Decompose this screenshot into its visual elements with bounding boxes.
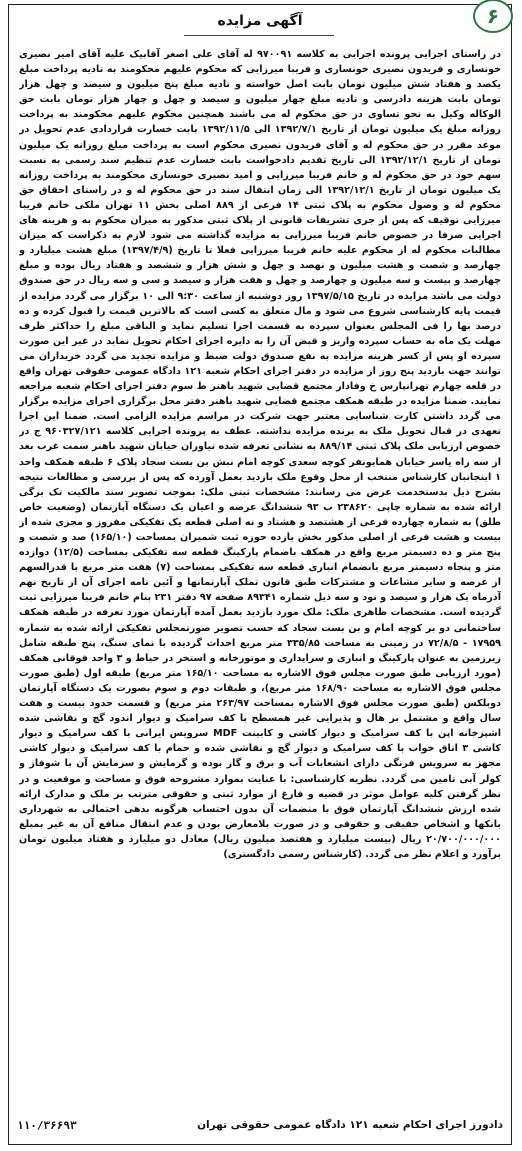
reference-number: ۱۱۰/۳۶۶۹۳: [17, 1118, 77, 1132]
notice-body: در راستای اجرایی پرونده اجرایی به کلاسه ۹۷۰۰۹۱ له آقای علی اصغر آقابیک علیه آقای امیر نصیری خونساری و فریدون نصیری خونساری و فریبا میرزایی که محکوم علیهم محکومند به تادیه پرداخت مبلغ یکصد و هفتاد شش میلیون تومان بابت اصل خواسته و تادیه مبلغ پنج میلیون و سیصد و چهل هزار تومان بابت هزینه دادرسی و تادیه مبلغ چهار میلیون و سیصد و چهل و چهار هزار تومان بابت حق الوکاله وکیل به نحو تساوی در حق محکوم له می باشند همچنین محکوم علیهم محکومند به پرداخت روزانه مبلغ یک میلیون تومان از تاریخ ۱۳۹۲/۷/۱ الی ۱۳۹۲/۱۱/۵ بابت خسارت قراردادی عدم تحویل در موعد مقرر در حق محکوم له و آقای فریدون نصیری محکوم است به پرداخت مبلغ روزانه یک میلیون تومان از تاریخ ۱۳۹۲/۱۲/۱ الی تاریخ تقدیم دادخواست بابت خسارت عدم تنظیم سند رسمی به نسبت سهم خود در حق محکوم له و خانم فریبا میرزایی و امید نصیری خونساری محکومند به پرداخت روزانه یک میلیون تومان از تاریخ ۱۳۹۲/۱۲/۱ الی زمان انتقال سند در حق محکوم له و در راستای احقاق حق محکوم له و وصول محکوم به پلاک ثبتی ۱۴ فرعی از ۸۸۹ اصلی بخش ۱۱ تهران ملکی خانم فریبا میرزایی توقیف که پس از جری تشریفات قانونی از پلاک ثبتی مذکور به میزان محکوم به و هزینه های اجرایی صرفا در خصوص خانم فریبا میرزایی به مزایده گذاشته می شود لازم به ذکراست که میزان مطالبات محکوم له از محکوم علیه خانم فریبا میرزایی فعلا تا تاریخ (۱۳۹۷/۴/۹) مبلغ هشت میلیارد و چهارصد و شصت و هشت میلیون و نهصد و چهل و شش هزار و ششصد و هفتاد ریال بوده و مبلغ چهارصد و بیست و سه میلیون و چهارصد و چهل و هفت هزار و سیصد و سی و سه ریال در حق صندوق دولت می باشد مزایده در تاریخ ۱۳۹۷/۵/۱۵ روز دوشنبه از ساعت ۹:۳۰ الی ۱۰ برگزار می گردد مزایده از قیمت پایه کارشناسی شروع می شود و مال متعلق به کسی است که بالاترین قیمت را قبول کرده و ده درصد بها را فی المجلس بعنوان سپرده به قسمت اجرا تسلیم نماید و الباقی مبلغ را حداکثر ظرف مهلت یک ماه به حساب سپرده واریز و قبض آن را به دایره اجرای احکام تحویل نماید در غیر این صورت سپرده او پس از کسر هزینه مزایده به نفع صندوق دولت ضبط و مزایده تجدید می گردد خریداران می توانند جهت بازدید پنج روز از مزایده در دفتر اجرای احکام شعبه ۱۲۱ دادگاه عمومی حقوقی تهران واقع در قلعه چهارم تهرانپارس خ وفادار مجتمع قضایی شهید باهنر ط سوم دفتر اجرای احکام شعبه مراجعه نمایند. ضمنا مزایده در طبقه همکف مجتمع قضایی شهید باهنر دفتر محل برگزاری اجرای مزایده برگزار می گردد داشتن کارت شناسایی معتبر جهت شرکت در مراسم مزایده الزامی است. ضمنا این اجرا تعهدی در قبال تحویل ملک به برنده مزایده نداشته. عطف به پرونده اجرایی کلاسه ۹۶۰۳۲۷/۱۲۱ ج در خصوص ارزیابی ملک پلاک ثبتی ۸۸۹/۱۴ به نشانی تعرفه شده نیاوران خیابان شهید باهنر سمت غرب بعد از سه راه یاسر خیابان همایونفر کوچه سعدی کوچه امام نبش بن بست سجاد پلاک ۶ طبقه همکف واحد ۱ اینجانبان کارشناس منتخب از محل وقوع ملک بازدید بعمل آورده که پس از بررسی و مطالعات نتیجه بشرح ذیل بدستخدمت عرض می رسانند: مشخصات ثبتی ملک: بموجب تصویر سند مالکیت تک برگی ارائه شده به شماره چاپی ۲۳۸۶۲۰ ب ۹۳ ششدانگ عرصه و اعیان یک دستگاه آپارتمان (وضعیت خاص طلق) به شماره چهارده فرعی از هشتصد و هشتاد و نه اصلی قطعه یک تفکیکی مفروز و مجزی شده از بیست و هشت فرعی از اصلی مذکور بخش یازده حوزه ثبت شمیران بمساحت (۱۶۵/۱۰) صد و شصت و پنج متر و ده دسیمتر مربع واقع در همکف باضمام پارکینگ قطعه سه تفکیکی بمساحت (۱۲/۵) دوازده متر و پنجاه دسیمتر مربع بانضمام انباری قطعه سه تفکیکی بمساحت (۷) هفت متر مربع با قدرالسهم از عرصه و سایر مشاعات و مشترکات طبق قانون تملک آپارتمانها و آئین نامه اجرای آن از تاریخ نهم آذرماه یک هزار و سیصد و نود و سه ذیل شماره ۸۹۳۴۱ صفحه ۹۷ دفتر ۲۳۱ بنام خانم فریبا میرزایی ثبت گردیده است. مشخصات ظاهری ملک: ملک مورد بازدید بعمل آمده آپارتمان مورد تعرفه در طبقه همکف ساختمانی دو بر کوچه امام و بن بست سجاد که حسب تصویر صورتمجلس تفکیکی ارائه شده به شماره ۱۷۹۵۹ - ۷۲/۸/۵ در زمینی به مساحت ۳۳۵/۸۵ متر مربع احداث گردیده با نمای سنگ، پنج طبقه شامل زیرزمین به عنوان پارکینگ و انباری و سرایداری و موتورخانه و استخر در حیاط و ۳ واحد فوقانی همکف (مورد ارزیابی طبق صورت مجلس فوق الاشاره به مساحت ۱۶۵/۱۰ متر مربع) طبقه اول (طبق صورت مجلس فوق الاشاره به مساحت ۱۶۸/۹۰ متر مربع)، و طبقات دوم و سوم بصورت یک دستگاه آپارتمان دوبلکس (طبق صورت مجلس فوق الاشاره بمساحت ۲۶۳/۹۷ متر مربع) و قسمت حدود بیست و هفت سال واقع و مشتمل بر هال و پذیرایی غیر همسطح با کف سرامیک و دیوار اندود گچ و نقاشی شده اشپزخانه اپن با کف سرامیک و دیوار کاشی و کابینت MDF سرویس ایرانی با کف سرامیک و دیوار کاشی ۳ اتاق خواب با کف سرامیک و دیوار گچ و نقاشی شده و حمام با کف سرامیک و دیوار کاشی مجهز به سرویس فرنگی دارای انشعابات آب و برق و گاز بوده و گرمایش و سرمایش آن با شوفاژ و کولر آبی تامین می گردد. نظریه کارشناسی: با عنایت بموارد مشروحه فوق و مساحت و موقعیت و در نظر گرفتن کلیه عوامل موثر در قضیه و فارغ از موارد ثبتی و حقوقی مترتب بر ملک و مدارک ارائه شده ارزش ششدانگ آپارتمان فوق با منضمات آن بدون احتساب هرگونه بدهی احتمالی به شهرداری بانکها و اشخاص حقیقی و حقوقی و در صورت بلامعارض بودن و عدم انتقال منافع آن به غیر بمبلغ ۲۰/۷۰۰/۰۰۰/۰۰۰ ریال (بیست میلیارد و هفتصد میلیون ریال) معادل دو میلیارد و هفتاد میلیون تومان برآورد و اعلام نظر می گردد. (کارشناس رسمی دادگستری): [19, 49, 501, 860]
signature-line: دادورز اجرای احکام شعبه ۱۲۱ دادگاه عمومی حقوقی تهران: [197, 1119, 503, 1131]
auction-notice: [8, 4, 512, 1145]
title-divider: [184, 35, 334, 36]
notice-title: آگهی مزایده: [217, 13, 303, 29]
notice-footer: [17, 1114, 503, 1136]
corner-page-mark: ۶: [473, 0, 513, 33]
